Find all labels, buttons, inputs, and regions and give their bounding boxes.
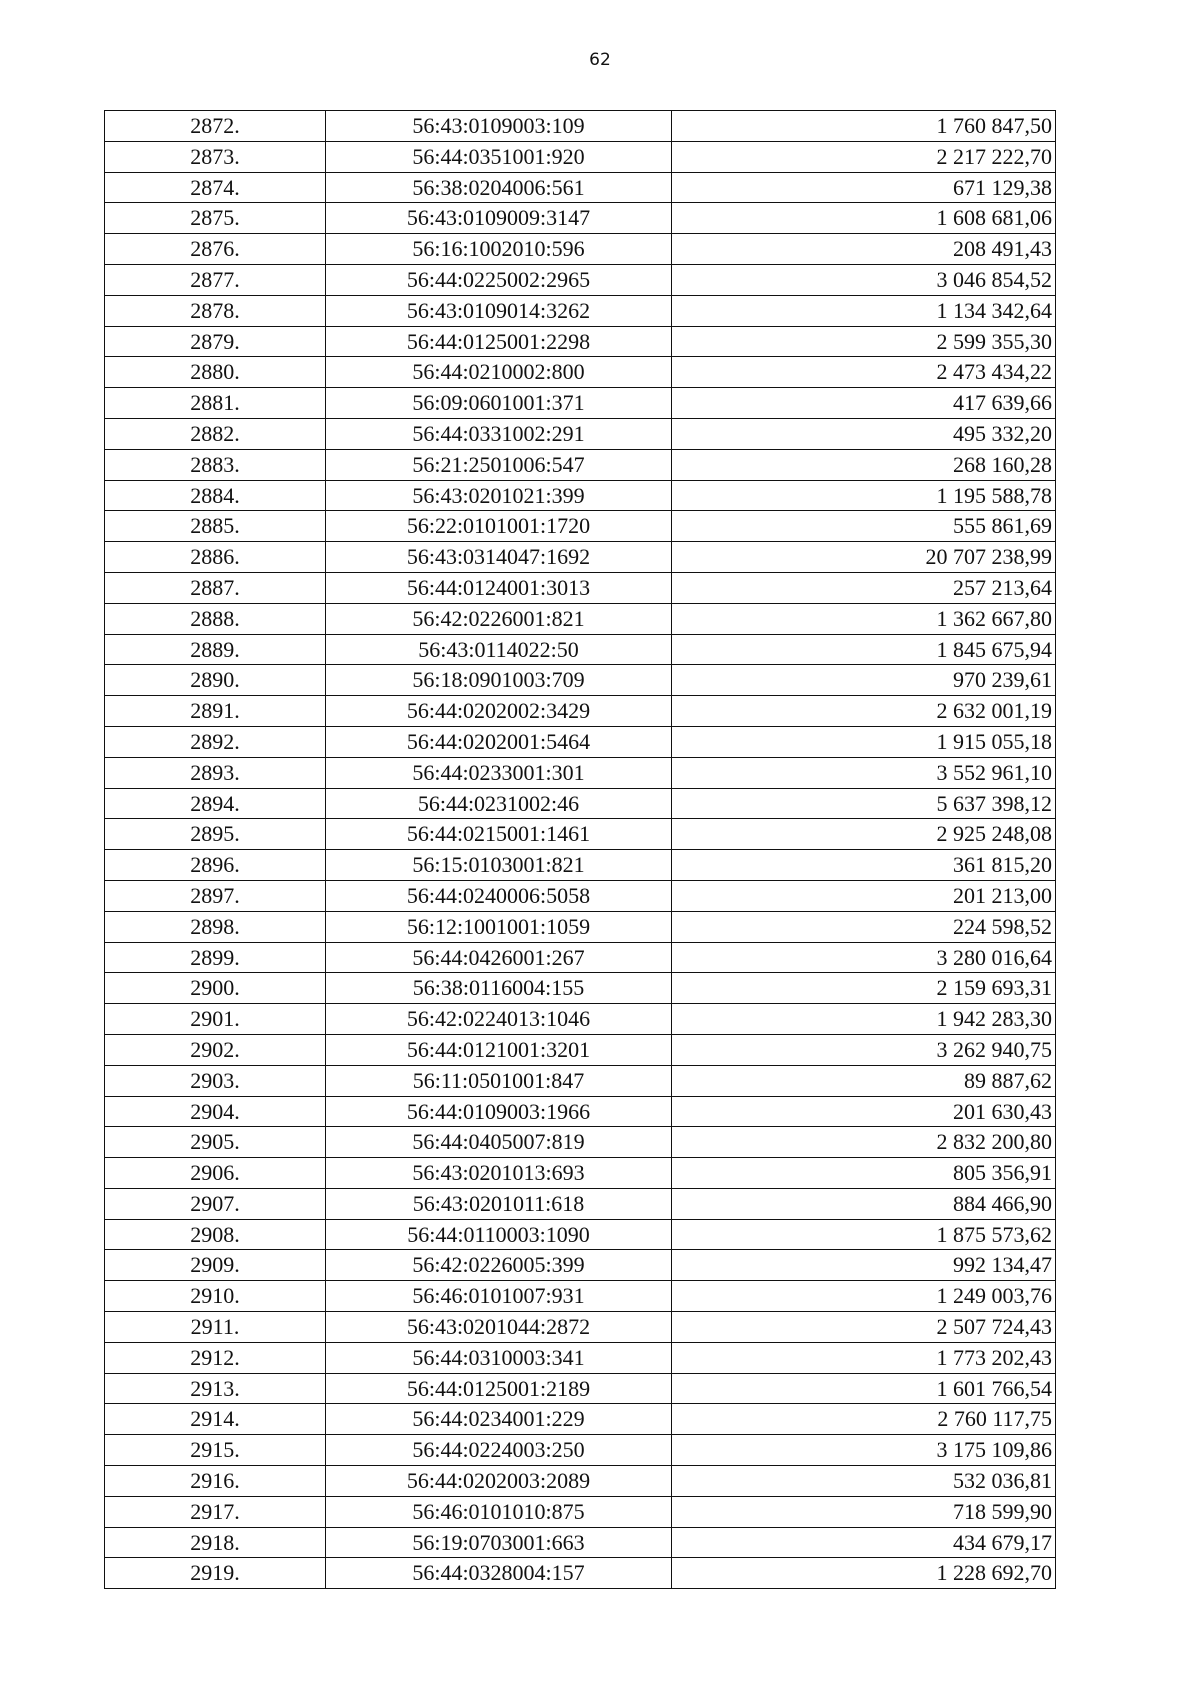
table-row bbox=[105, 542, 1056, 573]
cadastral-number-cell: 56:43:0314047:1692 bbox=[326, 542, 672, 573]
table-row bbox=[105, 1404, 1056, 1435]
row-number-cell: 2888. bbox=[105, 603, 326, 634]
cadastral-value-cell: 361 815,20 bbox=[672, 850, 1056, 881]
table-row bbox=[105, 1281, 1056, 1312]
row-number-cell: 2884. bbox=[105, 480, 326, 511]
table-row bbox=[105, 850, 1056, 881]
row-number-cell: 2890. bbox=[105, 665, 326, 696]
cadastral-value-table bbox=[104, 110, 1056, 1589]
table-row bbox=[105, 1373, 1056, 1404]
table-row bbox=[105, 634, 1056, 665]
row-number-cell: 2887. bbox=[105, 572, 326, 603]
table-row bbox=[105, 1158, 1056, 1189]
cadastral-value-cell: 671 129,38 bbox=[672, 172, 1056, 203]
row-number-cell: 2909. bbox=[105, 1250, 326, 1281]
cadastral-number-cell: 56:44:0405007:819 bbox=[326, 1127, 672, 1158]
table-row bbox=[105, 1558, 1056, 1589]
cadastral-value-cell: 3 552 961,10 bbox=[672, 757, 1056, 788]
cadastral-value-cell: 3 280 016,64 bbox=[672, 942, 1056, 973]
cadastral-value-cell: 1 760 847,50 bbox=[672, 111, 1056, 142]
cadastral-value-cell: 555 861,69 bbox=[672, 511, 1056, 542]
cadastral-value-cell: 224 598,52 bbox=[672, 911, 1056, 942]
cadastral-number-cell: 56:44:0231002:46 bbox=[326, 788, 672, 819]
cadastral-value-cell: 1 875 573,62 bbox=[672, 1219, 1056, 1250]
cadastral-value-cell: 1 773 202,43 bbox=[672, 1342, 1056, 1373]
table-row bbox=[105, 1496, 1056, 1527]
row-number-cell: 2898. bbox=[105, 911, 326, 942]
table-row bbox=[105, 757, 1056, 788]
table-row bbox=[105, 141, 1056, 172]
table-row bbox=[105, 665, 1056, 696]
row-number-cell: 2914. bbox=[105, 1404, 326, 1435]
cadastral-number-cell: 56:46:0101010:875 bbox=[326, 1496, 672, 1527]
row-number-cell: 2881. bbox=[105, 388, 326, 419]
cadastral-number-cell: 56:43:0201021:399 bbox=[326, 480, 672, 511]
row-number-cell: 2908. bbox=[105, 1219, 326, 1250]
table-row bbox=[105, 326, 1056, 357]
cadastral-value-cell: 992 134,47 bbox=[672, 1250, 1056, 1281]
table-row bbox=[105, 1065, 1056, 1096]
table-row bbox=[105, 1034, 1056, 1065]
table-row bbox=[105, 357, 1056, 388]
cadastral-value-cell: 1 249 003,76 bbox=[672, 1281, 1056, 1312]
cadastral-number-cell: 56:22:0101001:1720 bbox=[326, 511, 672, 542]
cadastral-value-cell: 2 632 001,19 bbox=[672, 696, 1056, 727]
cadastral-number-cell: 56:44:0109003:1966 bbox=[326, 1096, 672, 1127]
cadastral-number-cell: 56:43:0109003:109 bbox=[326, 111, 672, 142]
cadastral-value-cell: 532 036,81 bbox=[672, 1466, 1056, 1497]
table-row bbox=[105, 1342, 1056, 1373]
cadastral-value-cell: 434 679,17 bbox=[672, 1527, 1056, 1558]
cadastral-value-cell: 5 637 398,12 bbox=[672, 788, 1056, 819]
table-row bbox=[105, 449, 1056, 480]
row-number-cell: 2912. bbox=[105, 1342, 326, 1373]
cadastral-number-cell: 56:44:0215001:1461 bbox=[326, 819, 672, 850]
table-row bbox=[105, 172, 1056, 203]
table-row bbox=[105, 1004, 1056, 1035]
table-row bbox=[105, 295, 1056, 326]
cadastral-value-cell: 970 239,61 bbox=[672, 665, 1056, 696]
row-number-cell: 2903. bbox=[105, 1065, 326, 1096]
row-number-cell: 2879. bbox=[105, 326, 326, 357]
cadastral-number-cell: 56:43:0201044:2872 bbox=[326, 1312, 672, 1343]
cadastral-value-cell: 884 466,90 bbox=[672, 1188, 1056, 1219]
table-row bbox=[105, 726, 1056, 757]
cadastral-number-cell: 56:44:0125001:2298 bbox=[326, 326, 672, 357]
row-number-cell: 2876. bbox=[105, 234, 326, 265]
table-row bbox=[105, 1127, 1056, 1158]
cadastral-number-cell: 56:21:2501006:547 bbox=[326, 449, 672, 480]
row-number-cell: 2889. bbox=[105, 634, 326, 665]
cadastral-number-cell: 56:44:0210002:800 bbox=[326, 357, 672, 388]
cadastral-number-cell: 56:44:0233001:301 bbox=[326, 757, 672, 788]
row-number-cell: 2897. bbox=[105, 880, 326, 911]
row-number-cell: 2874. bbox=[105, 172, 326, 203]
cadastral-number-cell: 56:43:0109014:3262 bbox=[326, 295, 672, 326]
cadastral-number-cell: 56:44:0202002:3429 bbox=[326, 696, 672, 727]
cadastral-number-cell: 56:12:1001001:1059 bbox=[326, 911, 672, 942]
table-row bbox=[105, 973, 1056, 1004]
cadastral-number-cell: 56:16:1002010:596 bbox=[326, 234, 672, 265]
cadastral-value-cell: 1 608 681,06 bbox=[672, 203, 1056, 234]
cadastral-value-cell: 89 887,62 bbox=[672, 1065, 1056, 1096]
table-row bbox=[105, 942, 1056, 973]
table-row bbox=[105, 111, 1056, 142]
row-number-cell: 2875. bbox=[105, 203, 326, 234]
cadastral-number-cell: 56:44:0328004:157 bbox=[326, 1558, 672, 1589]
row-number-cell: 2905. bbox=[105, 1127, 326, 1158]
cadastral-value-cell: 1 362 667,80 bbox=[672, 603, 1056, 634]
table-row bbox=[105, 603, 1056, 634]
row-number-cell: 2878. bbox=[105, 295, 326, 326]
cadastral-value-cell: 268 160,28 bbox=[672, 449, 1056, 480]
cadastral-number-cell: 56:43:0109009:3147 bbox=[326, 203, 672, 234]
cadastral-value-cell: 201 213,00 bbox=[672, 880, 1056, 911]
cadastral-value-cell: 718 599,90 bbox=[672, 1496, 1056, 1527]
cadastral-number-cell: 56:42:0224013:1046 bbox=[326, 1004, 672, 1035]
table-row bbox=[105, 1188, 1056, 1219]
cadastral-number-cell: 56:43:0201011:618 bbox=[326, 1188, 672, 1219]
table-row bbox=[105, 418, 1056, 449]
cadastral-number-cell: 56:44:0310003:341 bbox=[326, 1342, 672, 1373]
cadastral-number-cell: 56:46:0101007:931 bbox=[326, 1281, 672, 1312]
cadastral-value-cell: 2 832 200,80 bbox=[672, 1127, 1056, 1158]
row-number-cell: 2900. bbox=[105, 973, 326, 1004]
cadastral-value-cell: 2 217 222,70 bbox=[672, 141, 1056, 172]
cadastral-number-cell: 56:44:0351001:920 bbox=[326, 141, 672, 172]
row-number-cell: 2910. bbox=[105, 1281, 326, 1312]
row-number-cell: 2872. bbox=[105, 111, 326, 142]
cadastral-value-cell: 1 134 342,64 bbox=[672, 295, 1056, 326]
cadastral-number-cell: 56:15:0103001:821 bbox=[326, 850, 672, 881]
row-number-cell: 2919. bbox=[105, 1558, 326, 1589]
cadastral-number-cell: 56:44:0225002:2965 bbox=[326, 264, 672, 295]
cadastral-number-cell: 56:44:0110003:1090 bbox=[326, 1219, 672, 1250]
cadastral-number-cell: 56:42:0226001:821 bbox=[326, 603, 672, 634]
cadastral-value-cell: 1 942 283,30 bbox=[672, 1004, 1056, 1035]
row-number-cell: 2907. bbox=[105, 1188, 326, 1219]
row-number-cell: 2911. bbox=[105, 1312, 326, 1343]
row-number-cell: 2901. bbox=[105, 1004, 326, 1035]
table-row bbox=[105, 788, 1056, 819]
cadastral-number-cell: 56:43:0114022:50 bbox=[326, 634, 672, 665]
cadastral-number-cell: 56:44:0202001:5464 bbox=[326, 726, 672, 757]
row-number-cell: 2877. bbox=[105, 264, 326, 295]
row-number-cell: 2906. bbox=[105, 1158, 326, 1189]
table-row bbox=[105, 203, 1056, 234]
cadastral-number-cell: 56:11:0501001:847 bbox=[326, 1065, 672, 1096]
cadastral-value-cell: 417 639,66 bbox=[672, 388, 1056, 419]
cadastral-number-cell: 56:44:0124001:3013 bbox=[326, 572, 672, 603]
cadastral-number-cell: 56:44:0202003:2089 bbox=[326, 1466, 672, 1497]
page-number: 62 bbox=[589, 50, 611, 70]
row-number-cell: 2895. bbox=[105, 819, 326, 850]
cadastral-value-cell: 2 925 248,08 bbox=[672, 819, 1056, 850]
cadastral-number-cell: 56:44:0121001:3201 bbox=[326, 1034, 672, 1065]
cadastral-number-cell: 56:19:0703001:663 bbox=[326, 1527, 672, 1558]
row-number-cell: 2882. bbox=[105, 418, 326, 449]
table-row bbox=[105, 234, 1056, 265]
cadastral-number-cell: 56:42:0226005:399 bbox=[326, 1250, 672, 1281]
row-number-cell: 2885. bbox=[105, 511, 326, 542]
table-row bbox=[105, 696, 1056, 727]
cadastral-value-cell: 1 601 766,54 bbox=[672, 1373, 1056, 1404]
cadastral-value-cell: 3 262 940,75 bbox=[672, 1034, 1056, 1065]
row-number-cell: 2904. bbox=[105, 1096, 326, 1127]
cadastral-value-cell: 2 473 434,22 bbox=[672, 357, 1056, 388]
row-number-cell: 2894. bbox=[105, 788, 326, 819]
table-row bbox=[105, 1219, 1056, 1250]
cadastral-number-cell: 56:44:0426001:267 bbox=[326, 942, 672, 973]
cadastral-number-cell: 56:43:0201013:693 bbox=[326, 1158, 672, 1189]
table-body bbox=[105, 111, 1056, 1589]
table-row bbox=[105, 1250, 1056, 1281]
table-row bbox=[105, 819, 1056, 850]
cadastral-value-cell: 1 228 692,70 bbox=[672, 1558, 1056, 1589]
row-number-cell: 2896. bbox=[105, 850, 326, 881]
row-number-cell: 2880. bbox=[105, 357, 326, 388]
cadastral-number-cell: 56:44:0125001:2189 bbox=[326, 1373, 672, 1404]
cadastral-value-cell: 2 760 117,75 bbox=[672, 1404, 1056, 1435]
row-number-cell: 2883. bbox=[105, 449, 326, 480]
cadastral-number-cell: 56:18:0901003:709 bbox=[326, 665, 672, 696]
cadastral-value-cell: 2 159 693,31 bbox=[672, 973, 1056, 1004]
row-number-cell: 2886. bbox=[105, 542, 326, 573]
table-row bbox=[105, 1096, 1056, 1127]
table-row bbox=[105, 572, 1056, 603]
table-row bbox=[105, 388, 1056, 419]
row-number-cell: 2913. bbox=[105, 1373, 326, 1404]
row-number-cell: 2918. bbox=[105, 1527, 326, 1558]
row-number-cell: 2915. bbox=[105, 1435, 326, 1466]
cadastral-number-cell: 56:44:0240006:5058 bbox=[326, 880, 672, 911]
table-row bbox=[105, 480, 1056, 511]
cadastral-value-cell: 2 599 355,30 bbox=[672, 326, 1056, 357]
cadastral-value-cell: 208 491,43 bbox=[672, 234, 1056, 265]
cadastral-number-cell: 56:44:0234001:229 bbox=[326, 1404, 672, 1435]
row-number-cell: 2892. bbox=[105, 726, 326, 757]
table-row bbox=[105, 911, 1056, 942]
row-number-cell: 2916. bbox=[105, 1466, 326, 1497]
table-row bbox=[105, 1312, 1056, 1343]
cadastral-value-cell: 1 915 055,18 bbox=[672, 726, 1056, 757]
cadastral-value-cell: 3 046 854,52 bbox=[672, 264, 1056, 295]
table-row bbox=[105, 1466, 1056, 1497]
cadastral-value-cell: 2 507 724,43 bbox=[672, 1312, 1056, 1343]
row-number-cell: 2917. bbox=[105, 1496, 326, 1527]
cadastral-number-cell: 56:38:0204006:561 bbox=[326, 172, 672, 203]
table-row bbox=[105, 511, 1056, 542]
cadastral-number-cell: 56:44:0224003:250 bbox=[326, 1435, 672, 1466]
row-number-cell: 2899. bbox=[105, 942, 326, 973]
cadastral-number-cell: 56:09:0601001:371 bbox=[326, 388, 672, 419]
cadastral-value-cell: 495 332,20 bbox=[672, 418, 1056, 449]
table-row bbox=[105, 264, 1056, 295]
cadastral-value-cell: 1 195 588,78 bbox=[672, 480, 1056, 511]
cadastral-value-cell: 805 356,91 bbox=[672, 1158, 1056, 1189]
cadastral-value-cell: 257 213,64 bbox=[672, 572, 1056, 603]
row-number-cell: 2891. bbox=[105, 696, 326, 727]
table-row bbox=[105, 1527, 1056, 1558]
cadastral-value-cell: 20 707 238,99 bbox=[672, 542, 1056, 573]
cadastral-number-cell: 56:44:0331002:291 bbox=[326, 418, 672, 449]
row-number-cell: 2893. bbox=[105, 757, 326, 788]
table-row bbox=[105, 1435, 1056, 1466]
table-row bbox=[105, 880, 1056, 911]
cadastral-number-cell: 56:38:0116004:155 bbox=[326, 973, 672, 1004]
row-number-cell: 2873. bbox=[105, 141, 326, 172]
cadastral-value-cell: 1 845 675,94 bbox=[672, 634, 1056, 665]
cadastral-value-cell: 3 175 109,86 bbox=[672, 1435, 1056, 1466]
row-number-cell: 2902. bbox=[105, 1034, 326, 1065]
cadastral-value-cell: 201 630,43 bbox=[672, 1096, 1056, 1127]
